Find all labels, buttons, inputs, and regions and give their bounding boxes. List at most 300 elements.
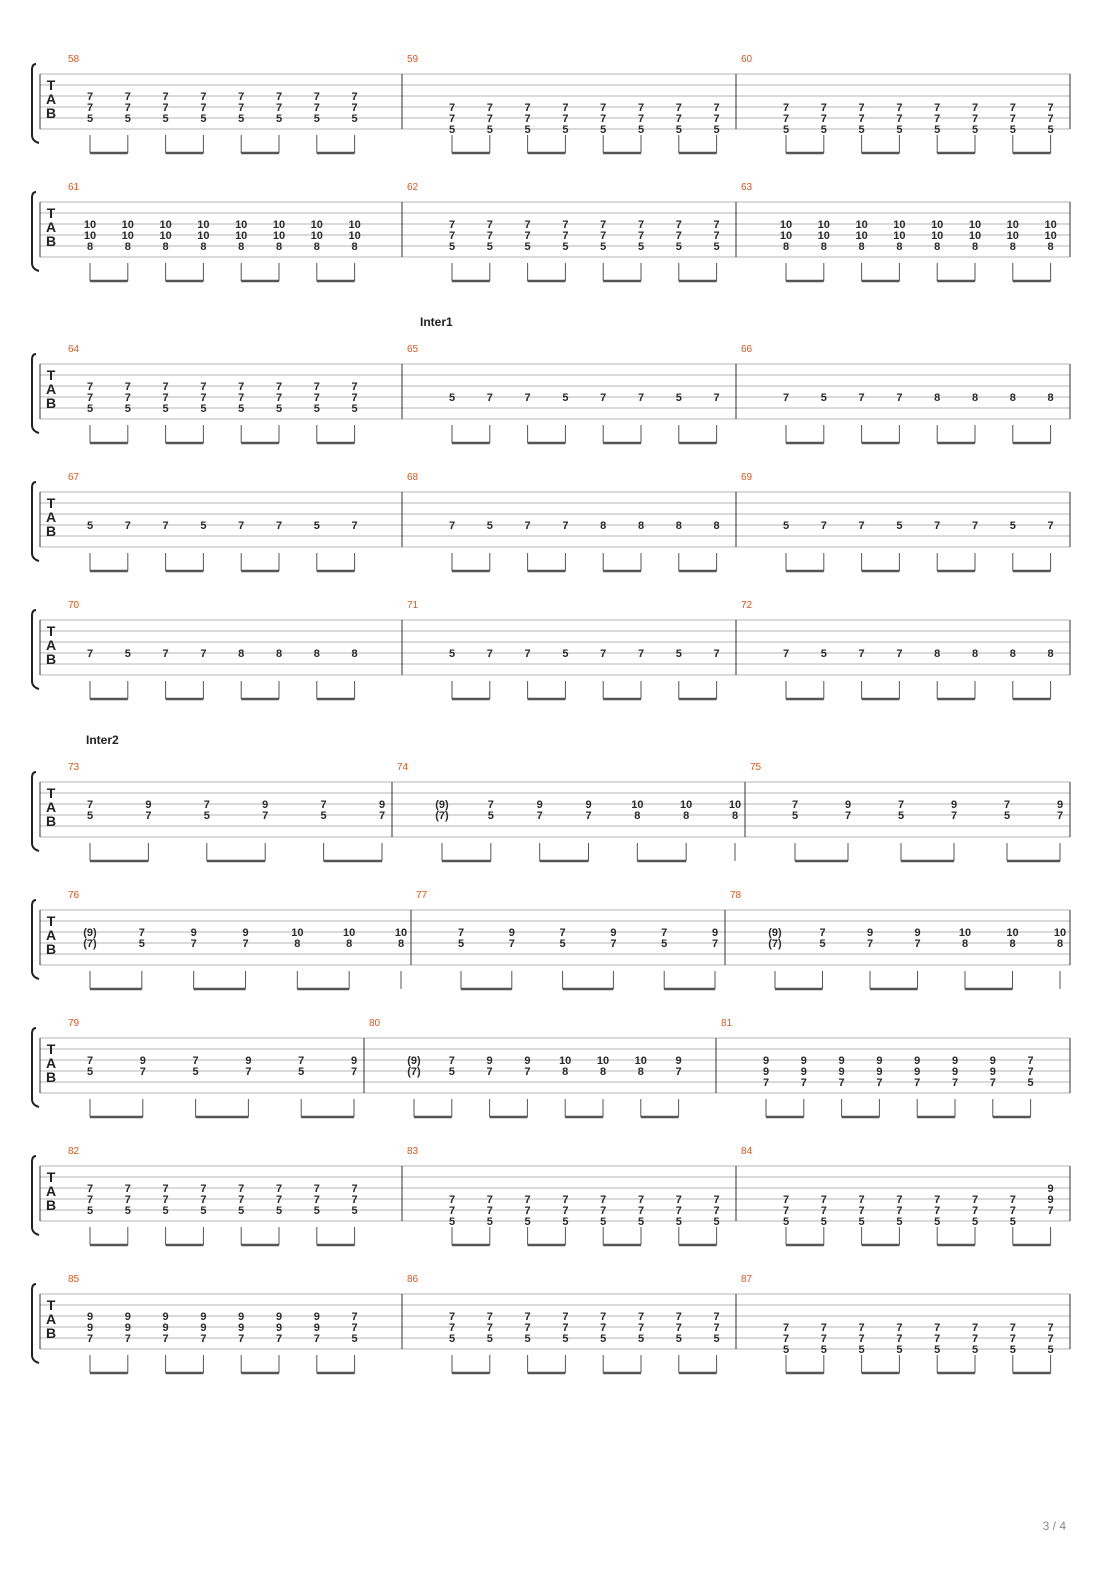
- fret-number: 7: [162, 381, 169, 393]
- fret-number: 5: [559, 938, 566, 950]
- fret-number: 7: [610, 938, 617, 950]
- fret-number: (9): [407, 1055, 421, 1067]
- tab-clef-b: B: [45, 523, 57, 539]
- fret-number: 7: [200, 91, 207, 103]
- system-brace: [32, 1028, 39, 1107]
- fret-number: 10: [310, 219, 323, 231]
- fret-number: 8: [1009, 648, 1016, 660]
- fret-number: 7: [524, 1311, 531, 1323]
- fret-number: 7: [866, 938, 874, 950]
- fret-number: 10: [291, 927, 304, 939]
- fret-number: 5: [782, 124, 790, 136]
- measure-number: 77: [416, 890, 428, 901]
- fret-number: 7: [448, 1322, 456, 1334]
- fret-number: 8: [731, 810, 739, 822]
- fret-number: 7: [782, 648, 790, 660]
- fret-number: 5: [524, 1216, 531, 1228]
- fret-number: 9: [800, 1055, 807, 1067]
- fret-number: 7: [713, 1205, 720, 1217]
- fret-number: 7: [351, 520, 358, 532]
- fret-number: 7: [275, 1333, 283, 1345]
- fret-number: 9: [838, 1055, 845, 1067]
- fret-number: 7: [675, 219, 682, 231]
- fret-number: 7: [600, 1194, 607, 1206]
- fret-number: 5: [351, 1205, 358, 1217]
- fret-number: 8: [1047, 392, 1054, 404]
- fret-number: 9: [162, 1311, 169, 1323]
- fret-number: 10: [931, 230, 944, 242]
- tab-clef-a: A: [45, 1183, 57, 1199]
- fret-number: 7: [820, 1322, 827, 1334]
- fret-number: 10: [235, 219, 248, 231]
- tab-clef-a: A: [45, 799, 57, 815]
- fret-number: 7: [378, 810, 386, 822]
- fret-number: 7: [238, 381, 245, 393]
- fret-number: 10: [893, 219, 906, 231]
- fret-number: 5: [858, 1344, 865, 1356]
- fret-number: 7: [351, 392, 358, 404]
- fret-number: 7: [896, 648, 903, 660]
- fret-number: 5: [637, 241, 645, 253]
- tab-clef-t: T: [46, 623, 56, 639]
- fret-number: 7: [562, 1311, 569, 1323]
- fret-number: 7: [486, 1322, 493, 1334]
- measure-number: 66: [741, 344, 753, 355]
- fret-number: 7: [1027, 1055, 1034, 1067]
- fret-number: 5: [86, 810, 94, 822]
- tab-clef-a: A: [45, 637, 57, 653]
- fret-number: 7: [858, 392, 865, 404]
- fret-number: 9: [200, 1311, 207, 1323]
- fret-number: 7: [858, 648, 865, 660]
- fret-number: 7: [934, 102, 941, 114]
- fret-number: 8: [275, 241, 283, 253]
- fret-number: 9: [275, 1311, 283, 1323]
- fret-number: 7: [914, 1077, 921, 1089]
- fret-number: 7: [971, 113, 979, 125]
- fret-number: 7: [162, 1183, 169, 1195]
- system-brace: [32, 900, 39, 979]
- fret-number: 7: [124, 102, 131, 114]
- fret-number: 8: [675, 520, 682, 532]
- fret-number: 9: [245, 1055, 252, 1067]
- fret-number: 7: [313, 91, 320, 103]
- fret-number: 7: [838, 1077, 845, 1089]
- fret-number: 7: [1009, 1205, 1016, 1217]
- fret-number: 7: [200, 102, 207, 114]
- fret-number: 5: [820, 1216, 827, 1228]
- measure-number: 59: [407, 54, 419, 65]
- fret-number: 7: [934, 1333, 941, 1345]
- fret-number: 7: [782, 102, 790, 114]
- fret-number: 7: [820, 113, 827, 125]
- tab-clef-a: A: [45, 509, 57, 525]
- fret-number: 7: [124, 392, 131, 404]
- fret-number: 5: [486, 520, 493, 532]
- fret-number: 7: [486, 230, 493, 242]
- fret-number: 7: [124, 1333, 131, 1345]
- fret-number: 5: [275, 403, 283, 415]
- measure-number: 76: [68, 890, 80, 901]
- fret-number: 5: [313, 520, 320, 532]
- fret-number: 7: [971, 1205, 979, 1217]
- fret-number: 8: [162, 241, 169, 253]
- measure-number: 67: [68, 472, 80, 483]
- fret-number: 7: [713, 648, 720, 660]
- fret-number: 8: [313, 241, 320, 253]
- fret-number: 7: [350, 1066, 358, 1078]
- fret-number: 9: [711, 927, 719, 939]
- fret-number: 5: [782, 520, 790, 532]
- fret-number: 7: [782, 113, 790, 125]
- measure-number: 85: [68, 1274, 80, 1285]
- fret-number: 5: [200, 403, 207, 415]
- fret-number: 7: [675, 113, 682, 125]
- fret-number: 7: [600, 392, 607, 404]
- fret-number: 7: [162, 1194, 169, 1206]
- fret-number: 5: [320, 810, 327, 822]
- fret-number: 7: [562, 1205, 569, 1217]
- fret-number: 7: [762, 1077, 770, 1089]
- fret-number: 5: [86, 113, 94, 125]
- fret-number: 7: [138, 927, 145, 939]
- fret-number: 7: [486, 1066, 493, 1078]
- fret-number: (9): [768, 927, 782, 939]
- fret-number: 9: [800, 1066, 807, 1078]
- fret-number: 7: [162, 102, 169, 114]
- section-label: Inter2: [86, 733, 119, 747]
- fret-number: 7: [562, 1194, 569, 1206]
- fret-number: 8: [934, 648, 941, 660]
- fret-number: 7: [162, 91, 169, 103]
- fret-number: 7: [448, 1205, 456, 1217]
- fret-number: 7: [713, 219, 720, 231]
- fret-number: 10: [197, 230, 210, 242]
- tab-clef-a: A: [45, 381, 57, 397]
- fret-number: 5: [896, 124, 903, 136]
- fret-number: 8: [971, 648, 979, 660]
- fret-number: 7: [238, 1333, 245, 1345]
- tab-clef-b: B: [45, 233, 57, 249]
- fret-number: 9: [866, 927, 874, 939]
- fret-number: 5: [524, 1333, 531, 1345]
- fret-number: 5: [275, 1205, 283, 1217]
- fret-number: 7: [896, 113, 903, 125]
- measure-number: 82: [68, 1146, 80, 1157]
- fret-number: 9: [486, 1055, 493, 1067]
- measure-number: 58: [68, 54, 80, 65]
- fret-number: (7): [407, 1066, 421, 1078]
- fret-number: 7: [562, 520, 569, 532]
- fret-number: 7: [820, 1205, 827, 1217]
- fret-number: 7: [675, 1311, 682, 1323]
- fret-number: 8: [713, 520, 720, 532]
- fret-number: 8: [1047, 648, 1054, 660]
- fret-number: 9: [675, 1055, 682, 1067]
- fret-number: 7: [238, 392, 245, 404]
- fret-number: 8: [275, 648, 283, 660]
- fret-number: 7: [562, 230, 569, 242]
- fret-number: 5: [487, 810, 494, 822]
- measure-number: 72: [741, 600, 753, 611]
- fret-number: 7: [448, 520, 456, 532]
- fret-number: 7: [313, 381, 320, 393]
- fret-number: 9: [876, 1055, 883, 1067]
- fret-number: 9: [876, 1066, 883, 1078]
- fret-number: 5: [1009, 1344, 1016, 1356]
- fret-number: 7: [124, 91, 131, 103]
- fret-number: 5: [934, 124, 941, 136]
- fret-number: 7: [820, 102, 827, 114]
- fret-number: 7: [486, 1311, 493, 1323]
- fret-number: 7: [524, 219, 531, 231]
- system-brace: [32, 772, 39, 851]
- fret-number: 10: [310, 230, 323, 242]
- fret-number: 7: [600, 1311, 607, 1323]
- fret-number: 8: [200, 241, 207, 253]
- fret-number: 7: [971, 1333, 979, 1345]
- fret-number: 7: [1009, 102, 1016, 114]
- fret-number: 5: [313, 1205, 320, 1217]
- fret-number: 7: [820, 1194, 827, 1206]
- fret-number: 10: [968, 230, 982, 242]
- measure-number: 63: [741, 182, 753, 193]
- fret-number: 7: [162, 648, 169, 660]
- fret-number: 7: [448, 219, 456, 231]
- fret-number: 7: [1003, 799, 1011, 811]
- tab-clef-a: A: [45, 1055, 57, 1071]
- fret-number: 7: [124, 1194, 131, 1206]
- fret-number: 5: [351, 403, 358, 415]
- fret-number: 10: [817, 219, 830, 231]
- fret-number: 10: [121, 230, 134, 242]
- fret-number: 7: [820, 520, 827, 532]
- fret-number: 7: [524, 648, 531, 660]
- fret-number: 7: [675, 1322, 682, 1334]
- fret-number: 9: [1047, 1183, 1054, 1195]
- fret-number: 5: [819, 938, 826, 950]
- fret-number: 5: [486, 124, 493, 136]
- fret-number: 8: [637, 520, 645, 532]
- fret-number: 10: [1006, 230, 1019, 242]
- fret-number: 9: [350, 1055, 358, 1067]
- fret-number: 7: [457, 927, 465, 939]
- fret-number: 7: [351, 1194, 358, 1206]
- fret-number: 7: [524, 1322, 531, 1334]
- fret-number: 7: [1009, 1194, 1016, 1206]
- fret-number: 7: [934, 520, 941, 532]
- fret-number: 5: [1003, 810, 1011, 822]
- fret-number: 5: [524, 124, 531, 136]
- fret-number: (9): [83, 927, 97, 939]
- fret-number: 9: [989, 1066, 996, 1078]
- fret-number: 7: [448, 113, 456, 125]
- fret-number: 7: [1047, 1333, 1054, 1345]
- fret-number: 8: [600, 520, 607, 532]
- fret-number: 7: [145, 810, 152, 822]
- fret-number: 10: [159, 230, 172, 242]
- fret-number: 7: [600, 648, 607, 660]
- fret-number: 7: [238, 1183, 245, 1195]
- fret-number: 7: [275, 392, 283, 404]
- fret-number: 7: [275, 102, 283, 114]
- fret-number: 5: [486, 1216, 493, 1228]
- fret-number: 7: [600, 230, 607, 242]
- fret-number: 7: [858, 1205, 865, 1217]
- fret-number: 7: [934, 113, 941, 125]
- fret-number: 5: [448, 392, 456, 404]
- tab-clef-b: B: [45, 813, 57, 829]
- fret-number: 5: [675, 1333, 682, 1345]
- tab-clef-t: T: [46, 367, 56, 383]
- fret-number: 9: [508, 927, 515, 939]
- fret-number: 7: [524, 113, 531, 125]
- fret-number: 7: [858, 1322, 865, 1334]
- tab-clef-b: B: [45, 1325, 57, 1341]
- measure-number: 80: [369, 1018, 381, 1029]
- fret-number: 7: [637, 219, 645, 231]
- tab-clef-t: T: [46, 205, 56, 221]
- fret-number: 9: [262, 799, 269, 811]
- fret-number: 7: [950, 810, 958, 822]
- measure-number: 60: [741, 54, 753, 65]
- fret-number: 5: [486, 1333, 493, 1345]
- tab-clef-b: B: [45, 941, 57, 957]
- fret-number: 5: [858, 124, 865, 136]
- fret-number: 5: [971, 124, 979, 136]
- fret-number: 5: [675, 392, 682, 404]
- fret-number: 8: [294, 938, 301, 950]
- fret-number: 5: [124, 113, 131, 125]
- fret-number: 5: [238, 113, 245, 125]
- fret-number: 10: [855, 219, 868, 231]
- tab-clef-t: T: [46, 1297, 56, 1313]
- fret-number: 5: [782, 1216, 790, 1228]
- fret-number: 7: [524, 520, 531, 532]
- tab-clef-a: A: [45, 1311, 57, 1327]
- fret-number: 7: [782, 1194, 790, 1206]
- fret-number: 10: [83, 219, 97, 231]
- fret-number: 7: [124, 1183, 131, 1195]
- fret-number: 7: [637, 1205, 645, 1217]
- fret-number: 5: [896, 1216, 903, 1228]
- fret-number: 5: [713, 124, 720, 136]
- fret-number: 5: [934, 1216, 941, 1228]
- measure-number: 87: [741, 1274, 753, 1285]
- fret-number: 8: [351, 241, 358, 253]
- fret-number: 8: [634, 810, 641, 822]
- fret-number: 10: [1006, 219, 1019, 231]
- fret-number: 9: [124, 1322, 131, 1334]
- fret-number: 9: [378, 799, 386, 811]
- tab-clef-a: A: [45, 219, 57, 235]
- fret-number: 10: [235, 230, 248, 242]
- fret-number: 7: [711, 938, 719, 950]
- fret-number: 9: [200, 1322, 207, 1334]
- fret-number: 9: [585, 799, 592, 811]
- fret-number: 8: [1009, 392, 1016, 404]
- measure-number: 68: [407, 472, 419, 483]
- fret-number: 7: [139, 1066, 146, 1078]
- tab-clef-t: T: [46, 785, 56, 801]
- fret-number: 8: [971, 241, 979, 253]
- measure-number: 69: [741, 472, 753, 483]
- fret-number: 7: [637, 113, 645, 125]
- fret-number: 7: [637, 230, 645, 242]
- fret-number: 7: [782, 392, 790, 404]
- fret-number: 5: [448, 124, 456, 136]
- fret-number: 10: [394, 927, 408, 939]
- fret-number: 5: [86, 403, 94, 415]
- fret-number: 5: [200, 113, 207, 125]
- fret-number: 7: [162, 392, 169, 404]
- tab-clef-t: T: [46, 1169, 56, 1185]
- fret-number: 9: [951, 1066, 959, 1078]
- fret-number: 10: [596, 1055, 610, 1067]
- fret-number: 7: [486, 1194, 493, 1206]
- measure-number: 79: [68, 1018, 80, 1029]
- tab-clef-b: B: [45, 651, 57, 667]
- fret-number: 5: [448, 648, 456, 660]
- fret-number: 8: [961, 938, 969, 950]
- fret-number: 5: [457, 938, 465, 950]
- fret-number: 5: [238, 1205, 245, 1217]
- fret-number: 10: [272, 219, 286, 231]
- fret-number: 8: [124, 241, 131, 253]
- fret-number: 7: [675, 1205, 682, 1217]
- tab-clef-t: T: [46, 1041, 56, 1057]
- fret-number: 10: [197, 219, 210, 231]
- fret-number: 7: [971, 102, 979, 114]
- fret-number: 5: [675, 1216, 682, 1228]
- fret-number: 5: [600, 1216, 607, 1228]
- fret-number: 10: [1053, 927, 1067, 939]
- fret-number: 7: [351, 102, 358, 114]
- fret-number: 7: [351, 1183, 358, 1195]
- fret-number: 7: [896, 102, 903, 114]
- fret-number: 9: [238, 1311, 245, 1323]
- fret-number: (9): [435, 799, 449, 811]
- tab-clef-a: A: [45, 927, 57, 943]
- fret-number: 7: [524, 1205, 531, 1217]
- fret-number: 10: [779, 219, 793, 231]
- fret-number: 7: [313, 1333, 320, 1345]
- fret-number: 7: [782, 1333, 790, 1345]
- fret-number: 7: [896, 1205, 903, 1217]
- fret-number: 10: [855, 230, 868, 242]
- fret-number: 5: [86, 520, 94, 532]
- fret-number: 9: [914, 1055, 921, 1067]
- fret-number: 10: [348, 219, 361, 231]
- fret-number: 7: [637, 648, 645, 660]
- fret-number: 7: [203, 799, 210, 811]
- fret-number: 9: [124, 1311, 131, 1323]
- fret-number: 7: [896, 1194, 903, 1206]
- fret-number: 9: [313, 1322, 320, 1334]
- fret-number: 9: [762, 1066, 770, 1078]
- fret-number: 7: [448, 1311, 456, 1323]
- fret-number: 7: [1027, 1066, 1034, 1078]
- fret-number: 5: [275, 113, 283, 125]
- fret-number: (7): [768, 938, 782, 950]
- tab-clef-t: T: [46, 77, 56, 93]
- fret-number: 8: [1009, 241, 1016, 253]
- fret-number: 7: [86, 648, 94, 660]
- fret-number: 7: [86, 1183, 94, 1195]
- fret-number: 9: [145, 799, 152, 811]
- fret-number: 10: [680, 799, 693, 811]
- fret-number: 9: [1056, 799, 1064, 811]
